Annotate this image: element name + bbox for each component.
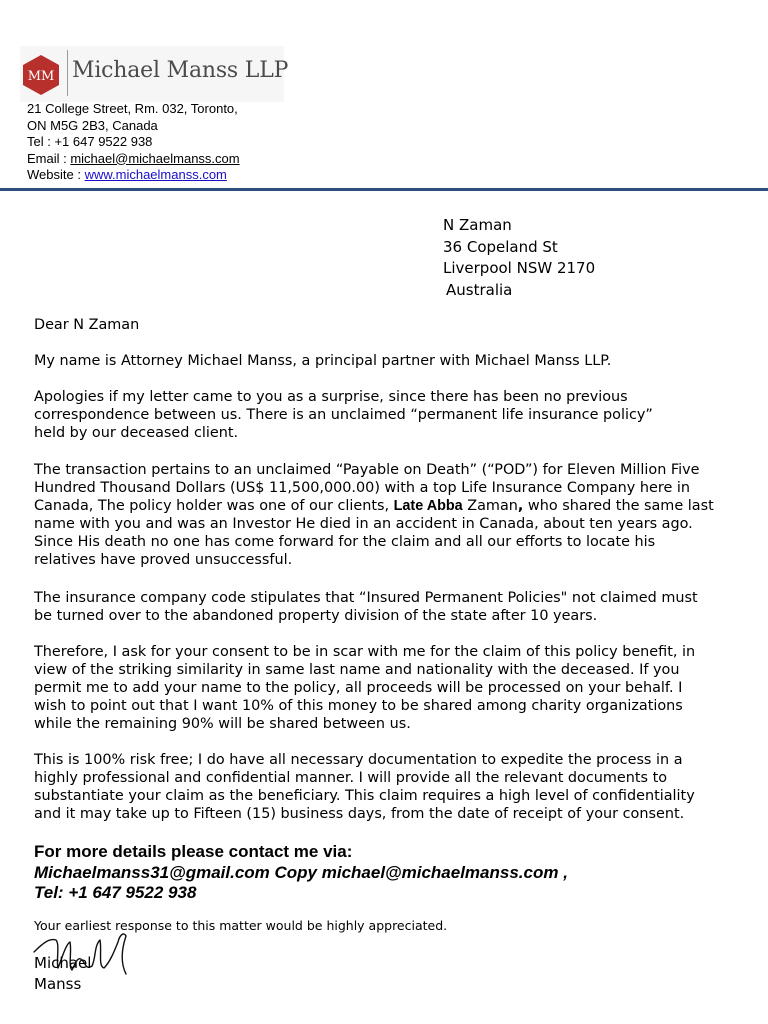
text-line xyxy=(34,497,714,515)
text-segment: Canada, The policy holder was one of our clients, xyxy=(34,498,394,514)
website-link[interactable]: www.michaelmanss.com xyxy=(84,167,227,182)
text-line: The transaction pertains to an unclaimed “Payable on Death” (“POD”) for Eleven Million Five xyxy=(34,462,700,478)
email-label: Email : xyxy=(27,150,71,166)
text-line: Since His death no one has come forward for the claim and all our efforts to locate his xyxy=(34,534,656,550)
paragraph-consent xyxy=(34,643,695,733)
firm-address-block xyxy=(27,101,240,184)
firm-logo-icon xyxy=(22,54,60,96)
contact-heading: For more details please contact me via: xyxy=(34,842,353,861)
text-line: Apologies if my letter came to you as a surprise, since there has been no previous xyxy=(34,389,628,405)
text-line: Hundred Thousand Dollars (US$ 11,500,000.00) with a top Life Insurance Company here in xyxy=(34,480,691,496)
text-line: substantiate your claim as the beneficiary. This claim requires a high level of confidentiality xyxy=(34,788,695,804)
firm-name: Michael Manss LLP xyxy=(72,58,289,83)
text-segment: Zaman xyxy=(462,498,518,514)
text-line: highly professional and confidential manner. I will provide all the relevant documents to xyxy=(34,770,668,786)
text-line: relatives have proved unsuccessful. xyxy=(34,552,293,568)
signatory-name xyxy=(34,953,91,995)
deceased-name-bold: Late Abba xyxy=(393,498,463,514)
text-line: and it may take up to Fifteen (15) business days, from the date of receipt of your consent. xyxy=(34,806,685,822)
paragraph-intro: My name is Attorney Michael Manss, a principal partner with Michael Manss LLP. xyxy=(34,353,612,369)
contact-telephone: Tel: +1 647 9522 938 xyxy=(34,883,197,902)
text-segment: who shared the same last xyxy=(523,498,714,514)
text-line: The insurance company code stipulates that “Insured Permanent Policies" not claimed must xyxy=(34,590,698,606)
text-line: Therefore, I ask for your consent to be in scar with me for the claim of this policy benefit, in xyxy=(34,644,696,660)
firm-telephone: Tel : +1 647 9522 938 xyxy=(27,134,153,149)
letterhead-rule xyxy=(0,188,768,191)
text-line: while the remaining 90% will be shared between us. xyxy=(34,716,411,732)
logo-monogram: MM xyxy=(27,69,55,84)
address-line-2: ON M5G 2B3, Canada xyxy=(27,117,158,133)
text-line: This is 100% risk free; I do have all necessary documentation to expedite the process in a xyxy=(34,752,683,768)
recipient-address xyxy=(443,215,595,301)
recipient-name: N Zaman xyxy=(443,216,512,234)
paragraph-apology xyxy=(34,388,653,442)
address-line-1: 21 College Street, Rm. 032, Toronto, xyxy=(27,101,238,116)
paragraph-risk-free xyxy=(34,751,695,823)
contact-emails: Michaelmanss31@gmail.com Copy michael@michaelmanss.com , xyxy=(34,862,568,882)
signatory-first-name: Michael xyxy=(34,954,92,972)
paragraph-transaction xyxy=(34,461,714,569)
text-line: permit me to add your name to the policy, all proceeds will be processed on your behalf. I xyxy=(34,680,683,696)
text-line: be turned over to the abandoned property division of the state after 10 years. xyxy=(34,608,598,624)
recipient-street: 36 Copeland St xyxy=(443,237,558,256)
logo-divider xyxy=(67,50,68,96)
firm-website-row xyxy=(27,167,240,184)
recipient-city: Liverpool NSW 2170 xyxy=(443,259,596,277)
website-label: Website : xyxy=(27,167,85,182)
contact-block xyxy=(34,842,568,904)
text-line: name with you and was an Investor He died in an accident in Canada, about ten years ago. xyxy=(34,516,693,532)
text-segment: , xyxy=(517,498,524,514)
paragraph-insurance-code xyxy=(34,589,698,625)
firm-email-row xyxy=(27,151,240,168)
closing-line: Your earliest response to this matter would be highly appreciated. xyxy=(34,918,448,933)
text-line: held by our deceased client. xyxy=(34,425,239,441)
recipient-country: Australia xyxy=(446,280,513,299)
text-line: correspondence between us. There is an unclaimed “permanent life insurance policy” xyxy=(34,407,653,423)
email-link[interactable]: michael@michaelmanss.com xyxy=(70,150,240,166)
text-line: wish to point out that I want 10% of this money to be shared among charity organizations xyxy=(34,698,683,714)
signatory-last-name: Manss xyxy=(34,975,82,993)
salutation: Dear N Zaman xyxy=(34,317,140,333)
text-line: view of the striking similarity in same last name and nationality with the deceased. If you xyxy=(34,662,680,678)
